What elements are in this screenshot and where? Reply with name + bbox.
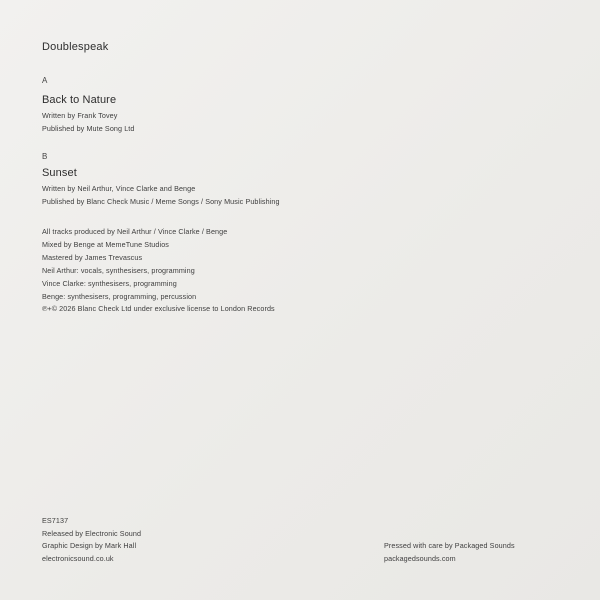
- credit-line: Mixed by Benge at MemeTune Studios: [42, 239, 169, 249]
- credit-line: Mastered by James Trevascus: [42, 252, 143, 262]
- credit-line: All tracks produced by Neil Arthur / Vince Clarke / Benge: [42, 227, 228, 236]
- side-b-credit-line: Published by Blanc Check Music / Meme Songs / Sony Music Publishing: [42, 196, 280, 206]
- footer-left-info: [42, 515, 141, 565]
- copyright-line: ℗+© 2026 Blanc Check Ltd under exclusive license to London Records: [42, 304, 275, 314]
- side-a-track-title: Back to Nature: [42, 94, 117, 106]
- footer-right-info: [384, 540, 515, 565]
- label-website: electronicsound.co.uk: [42, 553, 114, 563]
- credit-line: Vince Clarke: synthesisers, programming: [42, 278, 177, 288]
- side-b-credit-line: Written by Neil Arthur, Vince Clarke and Benge: [42, 184, 196, 193]
- label-credit: Released by Electronic Sound: [42, 528, 142, 538]
- general-credits: [42, 226, 275, 316]
- side-a-label: A: [42, 76, 48, 85]
- design-credit: Graphic Design by Mark Hall: [42, 541, 137, 551]
- side-a-credits: [42, 110, 135, 136]
- side-b-label: B: [42, 152, 48, 161]
- pressing-website: packagedsounds.com: [384, 553, 456, 563]
- credit-line: Neil Arthur: vocals, synthesisers, programming: [42, 265, 195, 275]
- pressing-credit: Pressed with care by Packaged Sounds: [384, 541, 515, 550]
- side-a-credit-line: Published by Mute Song Ltd: [42, 123, 135, 133]
- album-title: Doublespeak: [42, 41, 109, 53]
- credit-line: Benge: synthesisers, programming, percussion: [42, 291, 197, 301]
- side-b-credits: [42, 183, 280, 209]
- side-a-credit-line: Written by Frank Tovey: [42, 111, 118, 120]
- side-b-track-title: Sunset: [42, 167, 77, 179]
- catalog-number: ES7137: [42, 516, 69, 525]
